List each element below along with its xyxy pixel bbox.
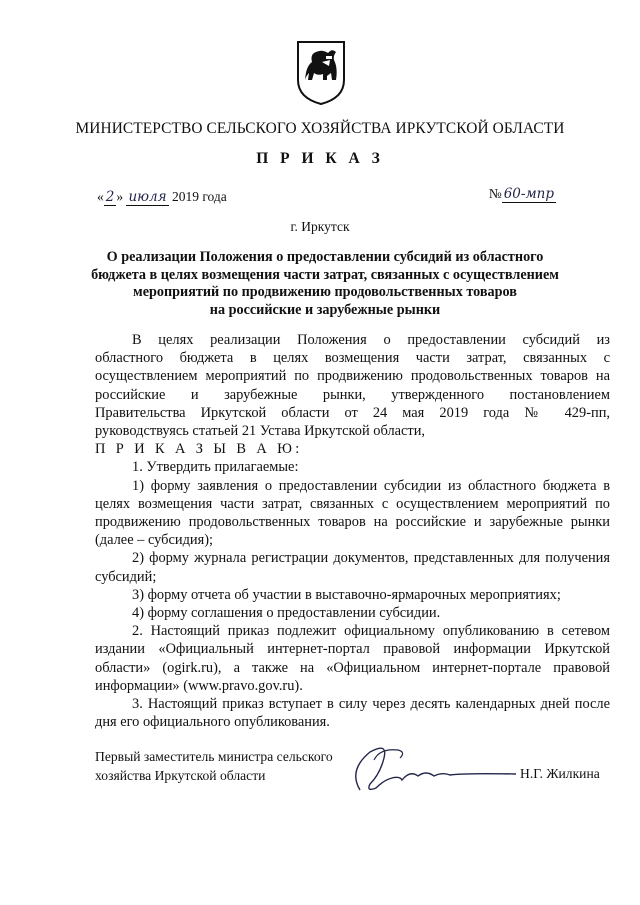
signer-name: Н.Г. Жилкина [520,766,600,781]
number-value: 60-мпр [503,186,554,202]
position-line: Первый заместитель министра сельского [95,749,333,764]
date-year: 2019 года [171,189,227,204]
date-month: июля [128,189,167,205]
item-1-3: 3) форму отчета об участии в выставочно-ярмарочных мероприятиях; [132,586,561,603]
preamble-line: осуществлением мероприятий по продвижению продовольственных товаров на [95,368,610,385]
date-quote-close: » [116,189,124,204]
subject-line: О реализации Положения о предоставлении субсидий из областного [106,249,544,265]
item-1-2: 2) форму журнала регистрации документов, представленных для получения субсидий; [95,550,610,585]
item-1: 1. Утвердить прилагаемые: [132,459,299,476]
document-subject [80,249,570,319]
order-word: П Р И К А З Ы В А Ю: [95,441,303,458]
item-1-1: 1) форму заявления о предоставлении субсидии из областного бюджета в целях возмещения части затрат, связанных с осуществлением мероприятий по продвижению продовольственных товаров на российские и зарубежные рынки (далее – субсидия); [95,477,610,549]
item-3: 3. Настоящий приказ вступает в силу через десять календарных дней после дня его официального опубликования. [95,696,610,731]
subject-line: на российские и зарубежные рынки [209,301,441,318]
preamble-line: Правительства Иркутской области от 24 мая 2019 года № 429-пп, [95,404,610,421]
position-line: хозяйства Иркутской области [95,768,266,783]
document-number [489,186,556,202]
signatory-position [95,747,333,785]
preamble-line: областного бюджета в целях возмещения части затрат, связанных с [95,350,610,367]
city: г. Иркутск [290,219,350,234]
coat-of-arms-emblem [296,40,346,106]
subject-line: бюджета в целях возмещения части затрат, связанных с осуществлением [91,266,559,283]
preamble-line: российские и зарубежные рынки, утвержденного постановлением [95,386,610,403]
date-day: 2 [105,189,115,205]
preamble-line: руководствуясь статьей 21 Устава Иркутской области, [95,423,425,440]
preamble-line: В целях реализации Положения о предоставлении субсидий из [132,332,610,348]
item-1-4: 4) форму соглашения о предоставлении субсидии. [132,605,441,622]
document-type: П Р И К А З [256,150,384,167]
ministry-name: МИНИСТЕРСТВО СЕЛЬСКОГО ХОЗЯЙСТВА ИРКУТСКОЙ ОБЛАСТИ [75,120,565,137]
item-2: 2. Настоящий приказ подлежит официальному опубликованию в сетевом издании «Официальный интернет-портал правовой информации Иркутской области» (ogirk.ru), а также на «Официальном интернет-портале правовой информации» (www.pravo.gov.ru). [95,623,610,694]
handwritten-signature [340,740,520,804]
document-body [95,331,610,731]
document-date [97,189,227,205]
subject-line: мероприятий по продвижению продовольственных товаров [133,284,517,300]
number-prefix: № [488,186,502,201]
date-quote-open: « [97,189,104,204]
